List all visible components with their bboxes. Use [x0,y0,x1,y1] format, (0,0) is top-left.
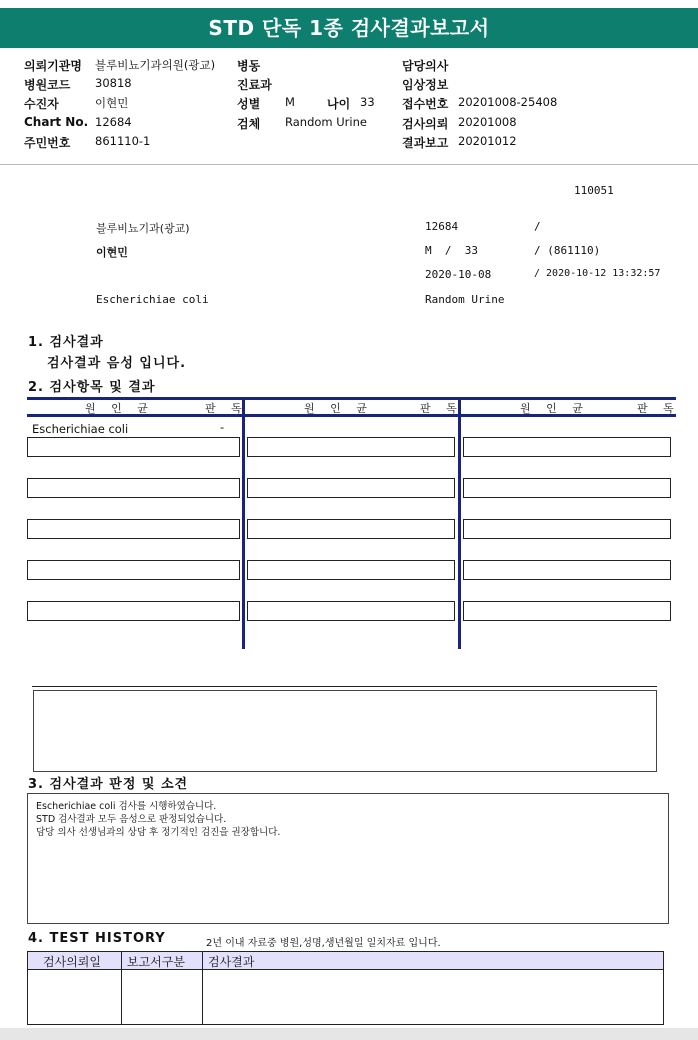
result-box [27,601,240,621]
result-box [247,519,455,539]
ward-label: 병동 [237,59,261,73]
history-note: 2년 이내 자료중 병원,성명,생년월일 일치자료 입니다. [206,938,441,949]
section1-result: 검사결과 음성 입니다. [47,356,187,371]
col-judgement-3: 판 독 [637,402,680,415]
report-datetime: / 2020-10-12 13:32:57 [534,268,661,279]
result-box [27,437,240,457]
sex-value: M [285,95,295,109]
doctor-label: 담당의사 [402,59,449,73]
receipt-label: 접수번호 [402,97,449,111]
chart-value: 12684 [95,115,132,129]
section3-title: 3. 검사결과 판정 및 소견 [28,777,189,792]
history-col-divider [121,952,122,1024]
col-organism-2: 원 인 균 [304,402,373,415]
history-table-header [28,952,663,969]
report-title: STD 단독 1종 검사결과보고서 [0,8,698,48]
result-box [247,437,455,457]
result-box [463,437,671,457]
result-box [463,519,671,539]
report-test-item: Escherichiae coli [96,293,209,306]
header-divider [0,164,698,165]
results-table-divider-1 [242,397,245,649]
history-header-line [28,969,663,970]
report-date-value: 20201012 [458,134,517,148]
bottom-strip [0,1028,698,1040]
report-birth: / (861110) [534,244,601,257]
report-request-date: 2020-10-08 [425,268,492,281]
resident-no-value: 861110-1 [95,134,151,148]
section4-title: 4. TEST HISTORY [28,931,166,946]
section2-title: 2. 검사항목 및 결과 [28,380,156,395]
specimen-value: Random Urine [285,115,367,129]
remarks-line [32,686,657,687]
request-value: 20201008 [458,115,517,129]
institution-value: 블루비뇨기과의원(광교) [95,58,216,72]
report-chart: 12684 [425,220,459,233]
clinical-label: 임상정보 [402,78,449,92]
opinion-line: 담당 의사 선생님과의 상담 후 정기적인 검진을 권장합니다. [36,827,281,838]
patient-label: 수진자 [24,97,59,111]
age-label: 나이 [327,97,351,111]
result-box [463,560,671,580]
history-col-request-date: 검사의뢰일 [43,955,101,969]
report-slash: / [534,220,541,233]
results-table-divider-2 [458,397,461,649]
opinion-line: STD 검사결과 모두 음성으로 판정되었습니다. [36,814,227,825]
institution-label: 의뢰기관명 [24,59,82,73]
opinion-line: Escherichiae coli 검사를 시행하였습니다. [36,801,217,812]
col-judgement-1: 판 독 [205,402,248,415]
hospital-code-label: 병원코드 [24,78,71,92]
sex-label: 성별 [237,97,261,111]
resident-no-label: 주민번호 [24,136,71,150]
result-box [247,560,455,580]
dept-label: 진료과 [237,78,272,92]
result-judgement: - [220,420,225,434]
col-organism-3: 원 인 균 [520,402,589,415]
report-code: 110051 [574,184,614,197]
opinion-box [27,793,669,924]
result-box [463,601,671,621]
report-institution: 블루비뇨기과(광교) [96,222,190,235]
result-box [463,478,671,498]
result-box [247,601,455,621]
section1-title: 1. 검사결과 [28,335,104,350]
result-box [27,478,240,498]
col-judgement-2: 판 독 [420,402,463,415]
history-col-report-type: 보고서구분 [127,955,185,969]
result-box [27,519,240,539]
remarks-box [33,690,657,772]
report-date-label: 결과보고 [402,136,449,150]
result-box [27,560,240,580]
hospital-code-value: 30818 [95,76,132,90]
request-label: 검사의뢰 [402,117,449,131]
patient-value: 이현민 [95,96,129,110]
result-box [247,478,455,498]
age-value: 33 [360,95,375,109]
report-patient: 이현민 [96,246,128,259]
report-specimen: Random Urine [425,293,505,306]
report-sex-age: M / 33 [425,244,478,257]
chart-label: Chart No. [24,115,89,129]
receipt-value: 20201008-25408 [458,95,558,109]
specimen-label: 검체 [237,117,261,131]
col-organism-1: 원 인 균 [85,402,154,415]
result-organism: Escherichiae coli [32,422,129,436]
history-col-result: 검사결과 [208,955,255,969]
history-col-divider [202,952,203,1024]
